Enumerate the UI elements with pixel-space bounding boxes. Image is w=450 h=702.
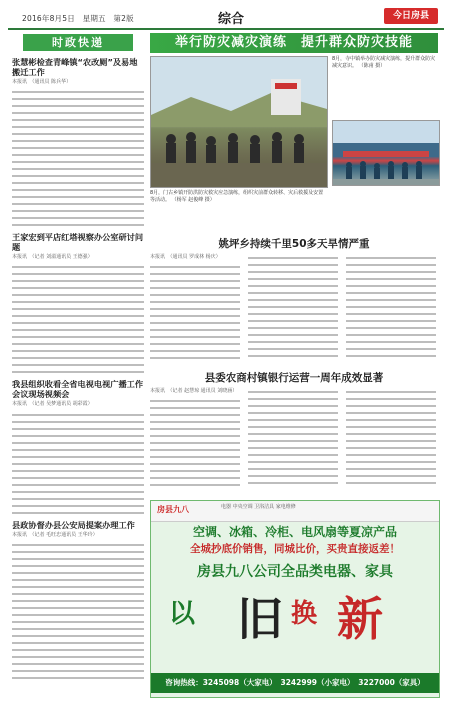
article-source: 本报讯 （记者 毛旺忠通讯员 王华玲） [12,531,98,538]
ad-phone-line: 咨询热线：3245098（大家电） 3242999（小家电） 3227000（家具） [151,673,439,693]
article-text-col: 本报讯 （通讯员 罗成林 杨庆） [150,254,240,361]
page-header [8,6,444,30]
ad-line-2: 全城抄底价销售，同城比价，买贵直接返差！ [190,543,400,555]
article-title-drought: 姚坪乡持续千里50多天旱情严重 [218,238,370,250]
article-title: 张慧彬检查青峰镇“农改厕”及易地搬迁工作 [12,57,138,77]
header-section: 综合 [218,12,245,27]
photo-credit-side: （陈甫 摄） [358,63,386,69]
article-text-col [248,388,338,486]
ad-brand: 房县九八 [157,505,189,514]
ad-slogan-left: 以 [169,599,196,629]
article-title: 我县组织收看全省电视电视广播工作会议现场视频会 [12,379,144,400]
article-body [12,88,144,228]
article-body [12,541,144,681]
article-title: 县政协督办县公安局提案办理工作 [12,519,135,530]
header-date: 2016年8月5日 星期五 第2版 [22,14,134,23]
ad-line-1: 空调、冰箱、冷柜、电风扇等夏凉产品 [192,525,397,539]
photo-caption-side: 8月，寺中镇举办防灾减灾演练，提升群众防灾减灾意识。 （陈甫 摄） [332,56,436,69]
article-source: 本报讯 （记者 吴梦通讯员 胡彩霞） [12,401,93,408]
article-1 [12,57,144,228]
header-logo: 今日房县 [384,8,438,24]
ad-slogan-old: 旧 [237,592,283,646]
section-banner: 时政快递 [23,34,133,51]
photo-caption-main: 8月，门古乡镇开防洪防灾救灾应急演练，组织灾前群众转移、灾后救援及安置等活动。 （杨军 赵俊峰 摄） [150,190,324,203]
article-body [12,411,144,516]
article-4 [12,520,144,681]
article-3 [12,379,144,515]
article-title-bank: 县委农商村镇银行运营一周年成效显著 [204,372,384,384]
ad-slogan-right: 换 [291,599,318,629]
ad-slogan [151,583,439,655]
drill-photo-side [332,120,440,186]
ad-tagline: 电器 中央空调 卫浴洁具 家电维修 [221,504,296,510]
ad-slogan-new: 新 [337,592,383,646]
photo-story [150,56,438,226]
article-body-bank [150,388,438,498]
article-source: 本报讯 （记者 刘溢通讯员 王德强） [12,254,93,261]
ad-top-bar [151,501,439,522]
left-column [12,32,144,700]
article-body [12,263,144,375]
article-text-col [346,254,436,359]
article-text-col [248,254,338,359]
photo-story-banner: 举行防灾减灾演练 提升群众防灾技能 [150,33,438,53]
article-body-drought [150,254,438,366]
article-text-col: 本报讯 （记者 赵慧琼 通讯员 刘晓涵） [150,388,240,488]
article-title: 王家宏到平店红塔视察办公室研讨问题 [12,232,144,253]
ad-line-3: 房县九八公司全品类电器、家具 [197,564,393,580]
article-text-col [346,388,436,486]
article-source: 本报讯 （通讯员 陈兵华） [12,79,72,85]
appliance-ad [150,500,440,698]
photo-credit-main: （杨军 赵俊峰 摄） [171,197,215,203]
article-2 [12,232,144,375]
drill-photo-main [150,56,328,188]
